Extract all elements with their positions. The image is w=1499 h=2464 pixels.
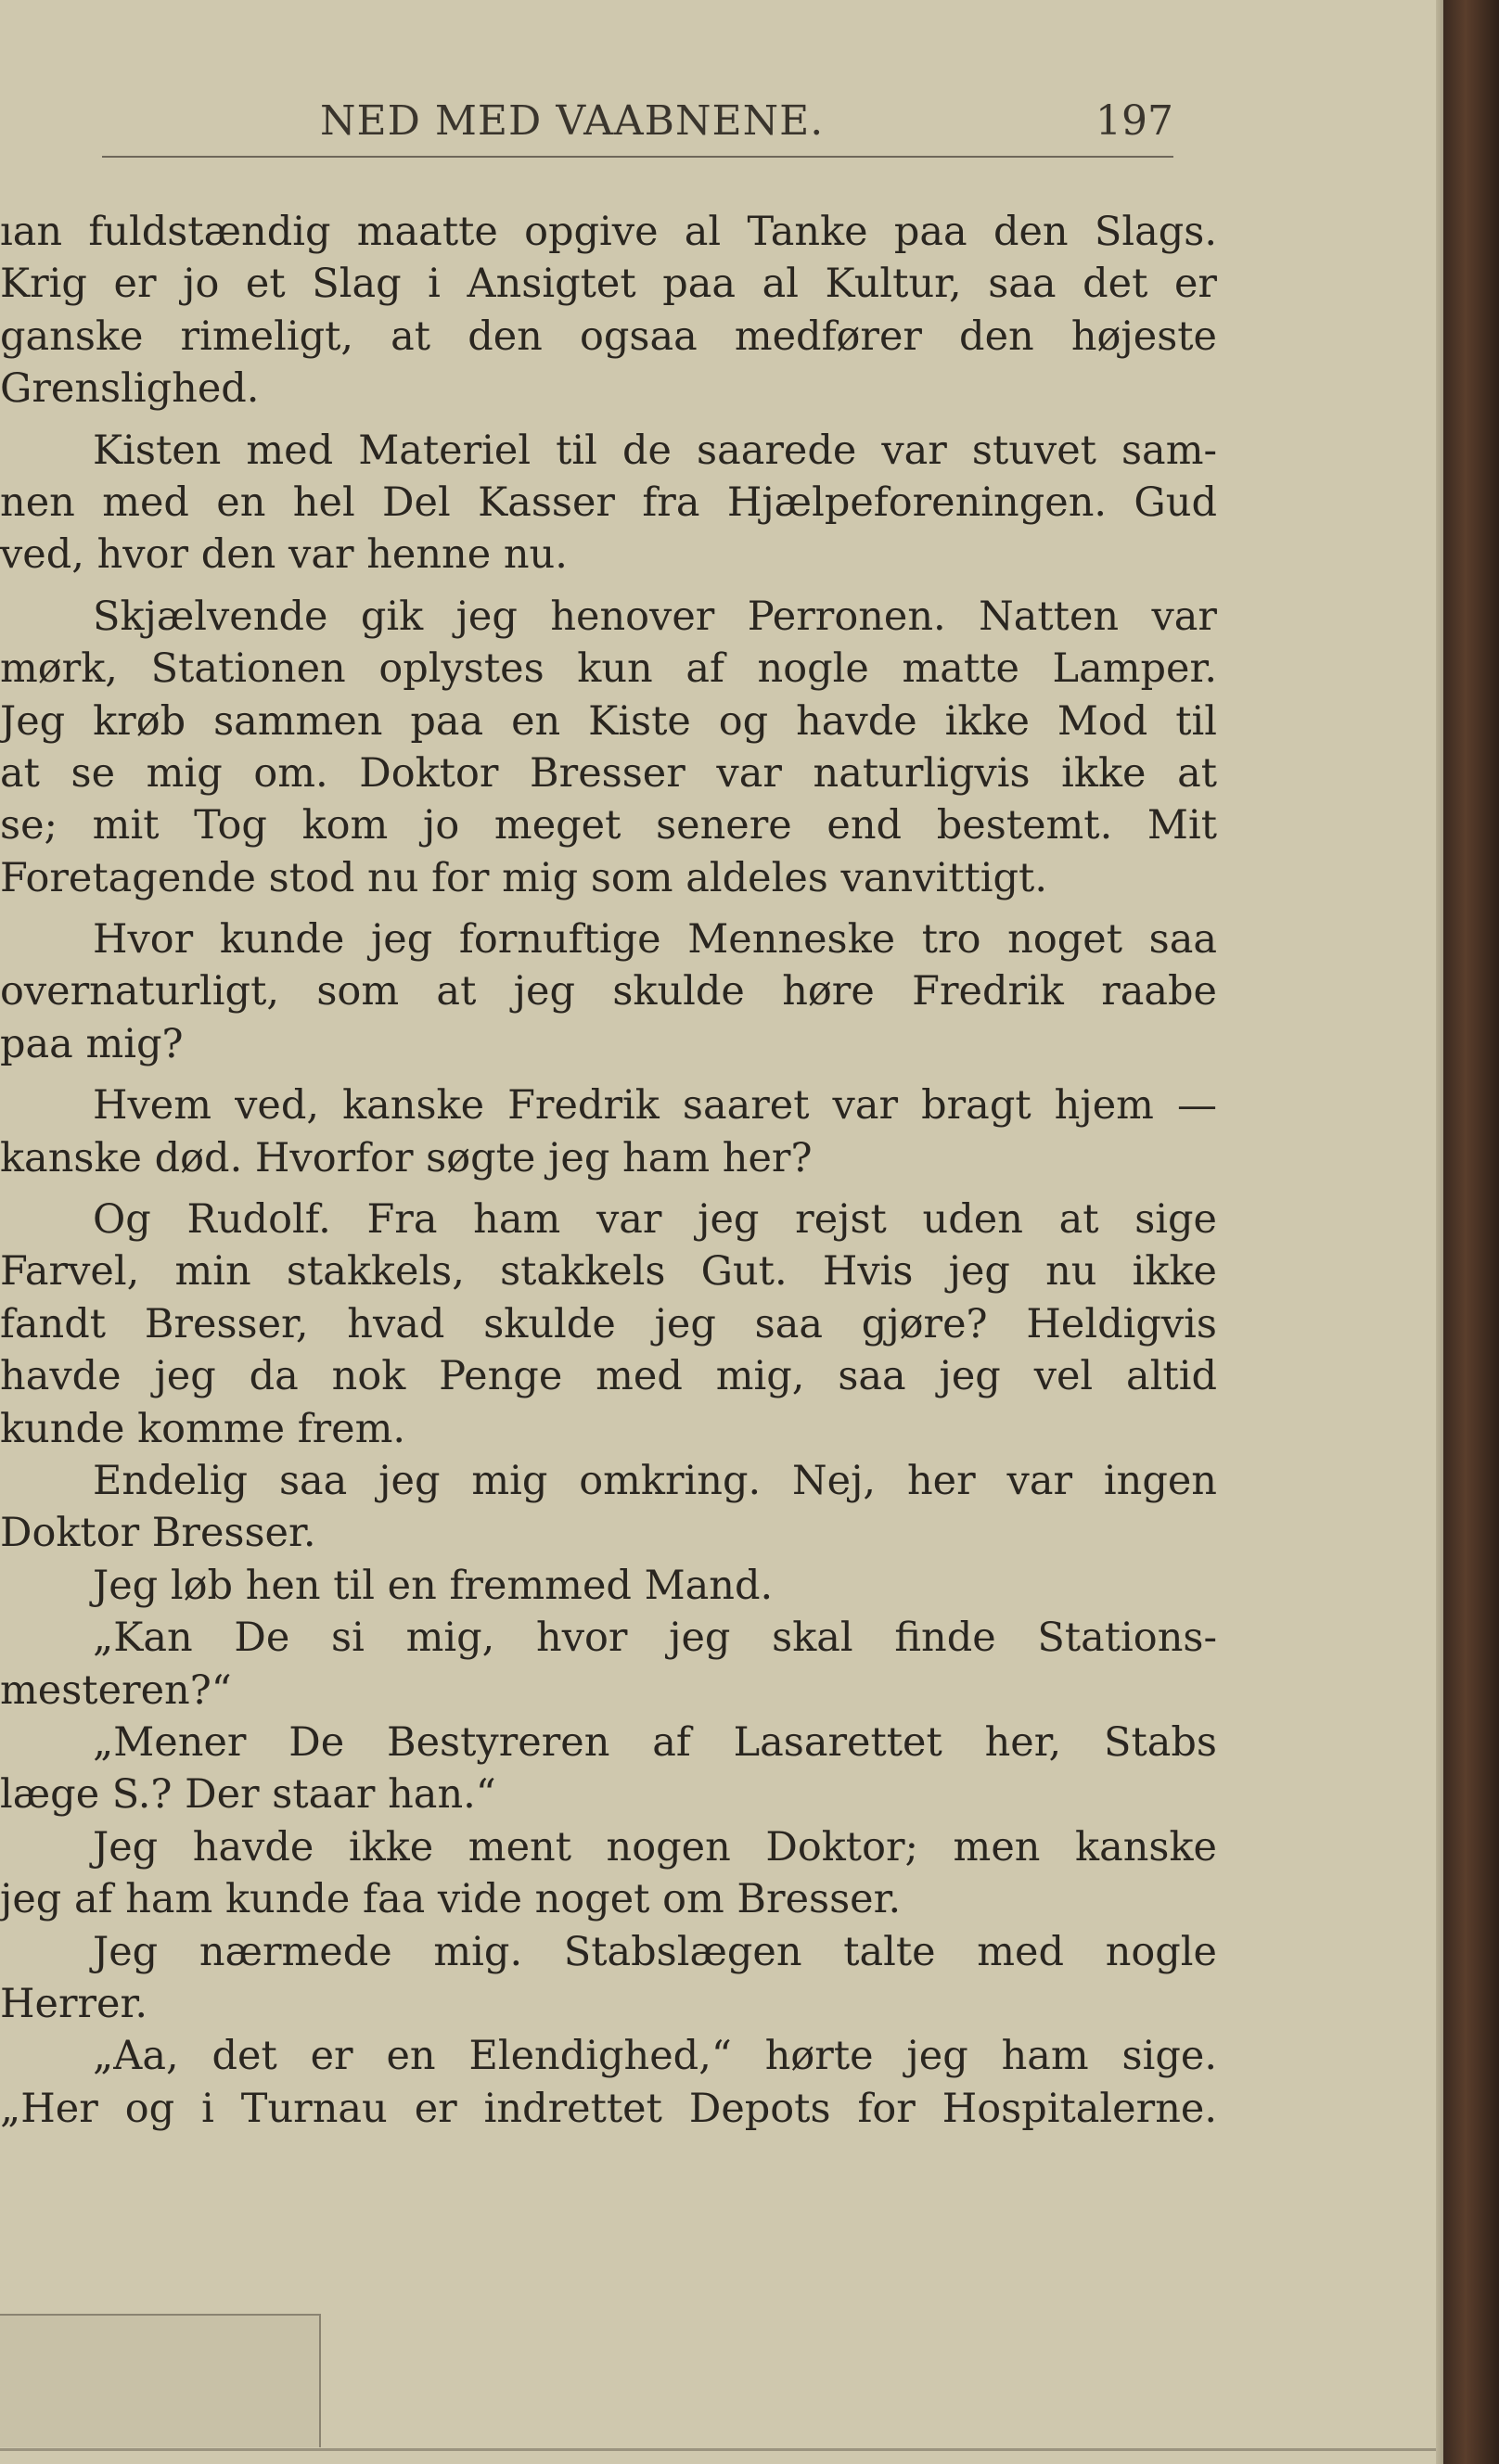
page-header [320,97,1173,153]
text-line: Jeg nærmede mig. Stabslægen talte med nogle [93,1928,1217,1975]
page-number: 197 [1095,97,1173,145]
text-line: Jeg krøb sammen paa en Kiste og havde ikke Mod til [0,697,1217,745]
page-bottom-edge [0,2448,1443,2451]
text-line: nen med en hel Del Kasser fra Hjælpeforeningen. Gud [0,479,1217,526]
running-head: NED MED VAABNENE. [320,97,825,145]
text-line: fandt Bresser, hvad skulde jeg saa gjøre? Heldigvis [0,1300,1217,1347]
page-corner-mark [0,2314,321,2447]
text-line: se; mit Tog kom jo meget senere end bestemt. Mit [0,802,1217,849]
text-line: Kisten med Materiel til de saarede var stuvet sam- [93,427,1217,474]
text-line: Hvem ved, kanske Fredrik saaret var bragt hjem — [93,1082,1217,1130]
text-line: kanske død. Hvorfor søgte jeg ham her? [0,1134,813,1181]
text-line: kunde komme frem. [0,1405,406,1452]
text-line: ıan fuldstændig maatte opgive al Tanke paa den Slags. [0,209,1217,255]
text-line: Jeg havde ikke ment nogen Doktor; men kanske [93,1823,1217,1870]
text-line: at se mig om. Doktor Bresser var naturligvis ikke at [0,749,1217,797]
text-line: Jeg løb hen til en fremmed Mand. [93,1562,774,1609]
text-line: „Kan De si mig, hvor jeg skal finde Stations- [93,1615,1217,1662]
text-line: Krig er jo et Slag i Ansigtet paa al Kultur, saa det er [0,261,1217,308]
text-line: „Aa, det er en Elendighed,“ hørte jeg ham sige. [93,2033,1217,2080]
body-text [0,206,1217,2135]
page-edge [1436,0,1443,2464]
text-line: mesteren?“ [0,1666,232,1714]
text-line: Grenslighed. [0,365,260,413]
header-rule [102,156,1173,158]
text-line: Farvel, min stakkels, stakkels Gut. Hvis jeg nu ikke [0,1248,1217,1296]
text-line: paa mig? [0,1020,184,1067]
text-line: havde jeg da nok Penge med mig, saa jeg vel altid [0,1353,1217,1400]
text-line: jeg af ham kunde faa vide noget om Bresser. [0,1876,902,1923]
text-line: „Her og i Turnau er indrettet Depots for Hospitalerne. [0,2085,1217,2132]
text-line: ved, hvor den var henne nu. [0,531,568,579]
text-line: Skjælvende gik jeg henover Perronen. Natten var [93,593,1217,640]
text-line: Herrer. [0,1980,148,2027]
text-line: Endelig saa jeg mig omkring. Nej, her var ingen [93,1457,1217,1504]
text-line: læge S.? Der staar han.“ [0,1771,496,1819]
text-line: overnaturligt, som at jeg skulde høre Fredrik raabe [0,968,1217,1015]
text-line: Foretagende stod nu for mig som aldeles vanvittigt. [0,854,1047,901]
text-line: Doktor Bresser. [0,1510,316,1557]
text-line: Hvor kunde jeg fornuftige Menneske tro noget saa [93,916,1217,964]
text-line: mørk, Stationen oplystes kun af nogle matte Lamper. [0,645,1217,693]
text-line: „Mener De Bestyreren af Lasarettet her, Stabs [93,1718,1217,1766]
book-binding [1443,0,1499,2464]
text-line: ganske rimeligt, at den ogsaa medfører den højeste [0,313,1217,360]
text-line: Og Rudolf. Fra ham var jeg rejst uden at sige [93,1196,1217,1244]
